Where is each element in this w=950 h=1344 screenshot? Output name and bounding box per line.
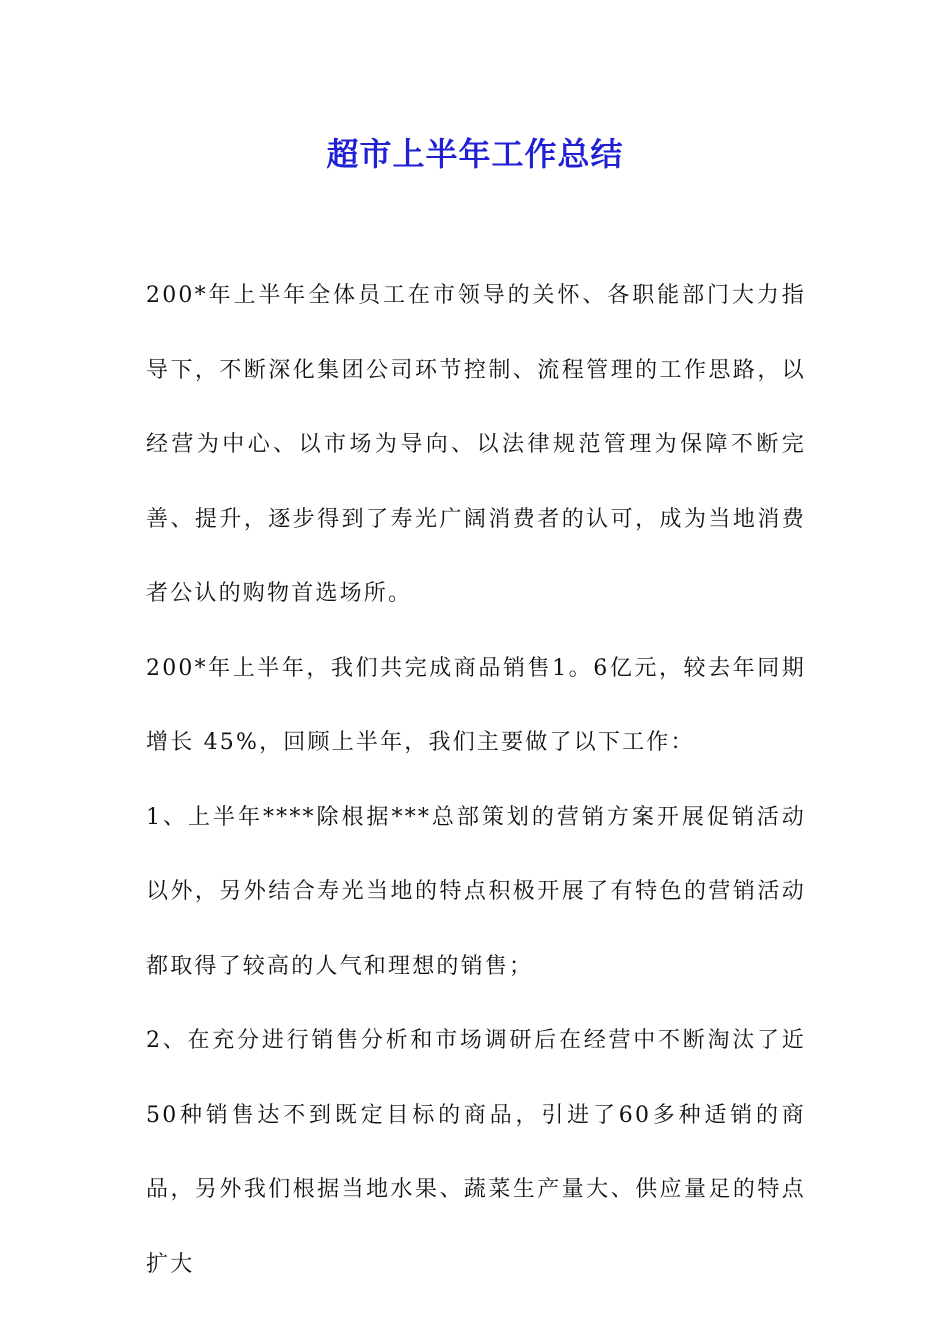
- paragraph-item-1: 1、上半年****除根据***总部策划的营销方案开展促销活动以外，另外结合寿光当地的特点积极开展了有特色的营销活动都取得了较高的人气和理想的销售；: [146, 804, 806, 979]
- paragraph-item-2: 2、在充分进行销售分析和市场调研后在经营中不断淘汰了近50种销售达不到既定目标的商品，引进了60多种适销的商品，另外我们根据当地水果、蔬菜生产量大、供应量足的特点扩大: [146, 1028, 806, 1277]
- paragraph-intro: 200*年上半年全体员工在市领导的关怀、各职能部门大力指导下，不断深化集团公司环节控制、流程管理的工作思路，以经营为中心、以市场为导向、以法律规范管理为保障不断完善、提升，逐步得到了寿光广阔消费者的认可，成为当地消费者公认的购物首选场所。: [146, 283, 806, 606]
- paragraph-sales-summary: 200*年上半年，我们共完成商品销售1。6亿元，较去年同期增长 45%，回顾上半年，我们主要做了以下工作：: [146, 655, 806, 755]
- document-title: 超市上半年工作总结: [326, 135, 624, 173]
- document-body: [146, 259, 806, 1302]
